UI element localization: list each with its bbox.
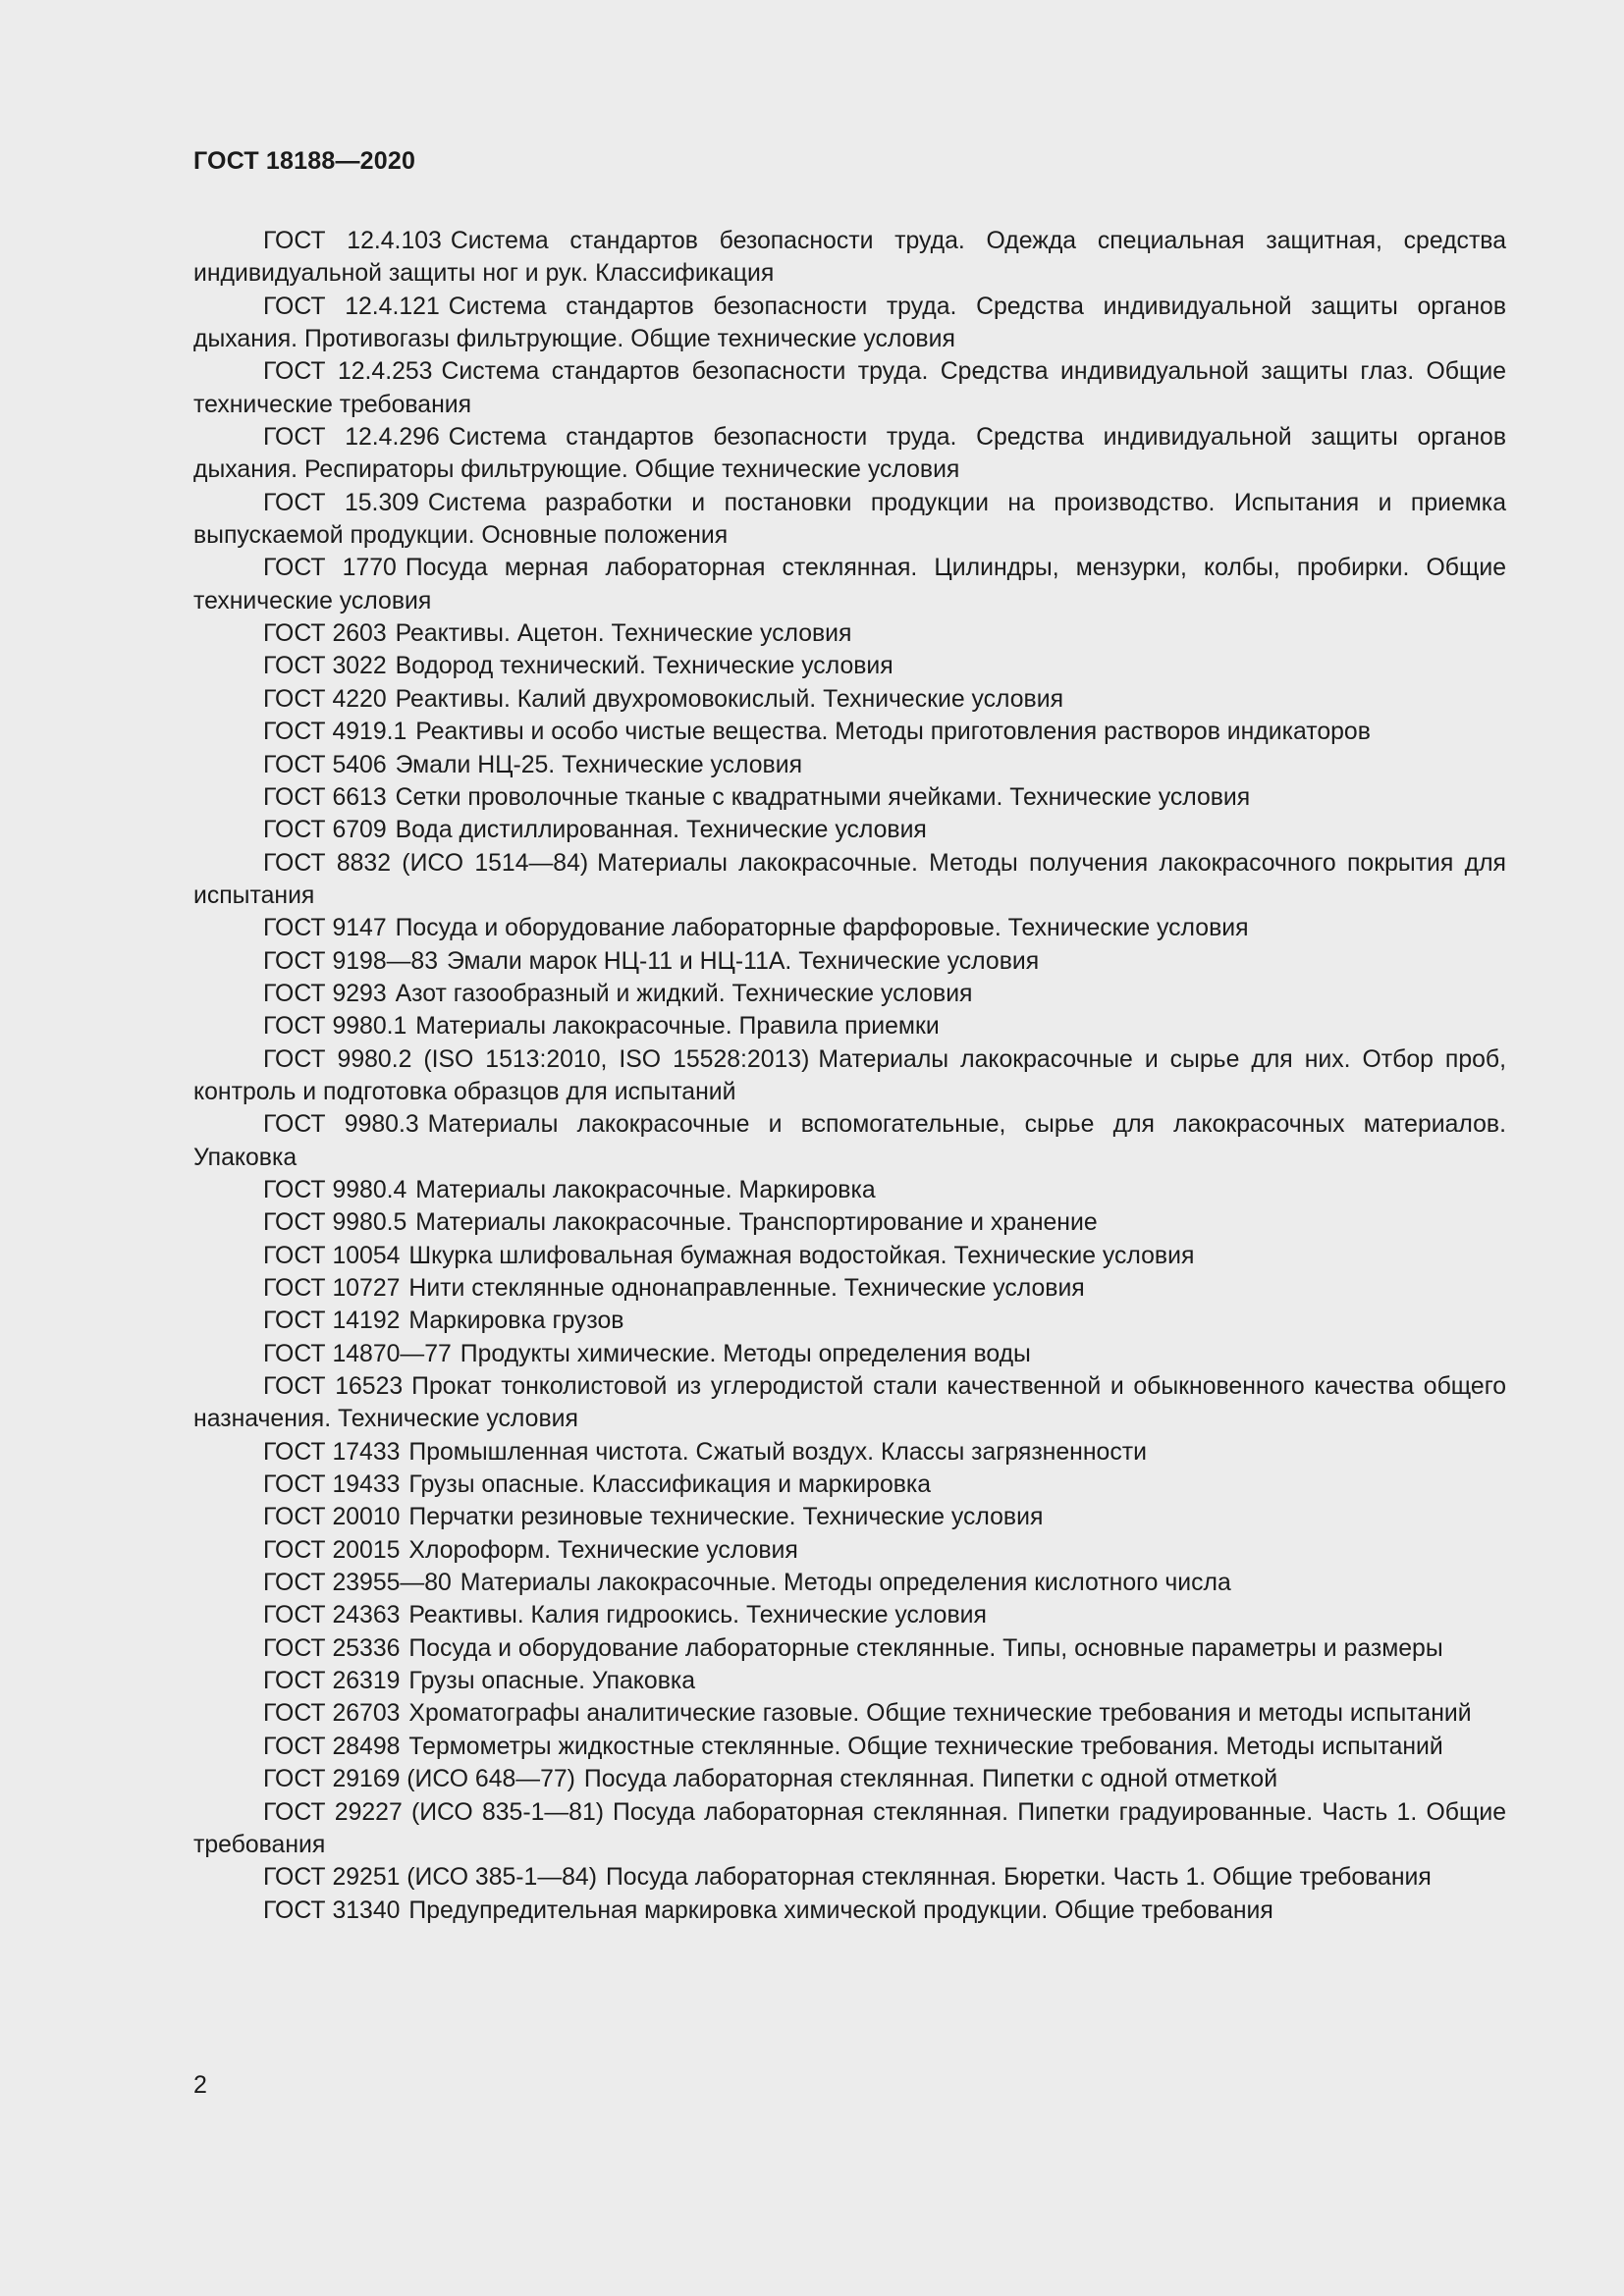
- reference-code: ГОСТ 25336: [263, 1634, 401, 1662]
- reference-title: Водород технический. Технические условия: [395, 653, 893, 680]
- reference-code: ГОСТ 15.309: [263, 489, 419, 516]
- reference-code: ГОСТ 9980.4: [263, 1176, 407, 1203]
- reference-title: Грузы опасные. Упаковка: [408, 1668, 696, 1695]
- reference-title: Перчатки резиновые технические. Технические условия: [408, 1504, 1044, 1531]
- reference-item: [193, 291, 1506, 356]
- reference-code: ГОСТ 9198—83: [263, 947, 438, 975]
- reference-item: [193, 1895, 1506, 1927]
- reference-code: ГОСТ 14870—77: [263, 1340, 452, 1367]
- reference-item: [193, 355, 1506, 421]
- reference-title: Шкурка шлифовальная бумажная водостойкая. Технические условия: [408, 1242, 1195, 1269]
- reference-title: Вода дистиллированная. Технические условия: [395, 817, 927, 844]
- reference-title: Посуда лабораторная стеклянная. Пипетки градуированные. Часть 1. Общие требования: [193, 1798, 1507, 1858]
- reference-item: [193, 1240, 1506, 1272]
- reference-title: Посуда лабораторная стеклянная. Бюретки. Часть 1. Общие требования: [605, 1864, 1432, 1892]
- reference-item: [193, 1436, 1506, 1468]
- reference-item: [193, 1632, 1506, 1665]
- reference-item: [193, 225, 1506, 291]
- reference-code: ГОСТ 9980.5: [263, 1209, 407, 1237]
- reference-code: ГОСТ 3022: [263, 653, 387, 680]
- reference-title: Материалы лакокрасочные. Транспортирование и хранение: [415, 1209, 1098, 1237]
- reference-title: Продукты химические. Методы определения воды: [460, 1340, 1031, 1367]
- reference-item: [193, 1108, 1506, 1174]
- reference-title: Хроматографы аналитические газовые. Общие технические требования и методы испытаний: [408, 1700, 1472, 1728]
- reference-item: [193, 1501, 1506, 1533]
- reference-code: ГОСТ 9293: [263, 980, 387, 1007]
- reference-code: ГОСТ 8832 (ИСО 1514—84): [263, 849, 589, 877]
- reference-code: ГОСТ 29227 (ИСО 835-1—81): [263, 1798, 605, 1826]
- reference-title: Промышленная чистота. Сжатый воздух. Классы загрязненности: [408, 1438, 1147, 1466]
- reference-item: [193, 1763, 1506, 1795]
- reference-code: ГОСТ 1770: [263, 555, 397, 582]
- reference-title: Система разработки и постановки продукции на производство. Испытания и приемка выпускаемой продукции. Основные положения: [193, 489, 1506, 550]
- reference-title: Прокат тонколистовой из углеродистой стали качественной и обыкновенного качества общего назначения. Технические условия: [193, 1373, 1506, 1433]
- reference-code: ГОСТ 26703: [263, 1700, 401, 1728]
- reference-item: [193, 1534, 1506, 1567]
- reference-item: [193, 1206, 1506, 1239]
- reference-item: [193, 1665, 1506, 1697]
- reference-item: [193, 421, 1506, 487]
- reference-title: Термометры жидкостные стеклянные. Общие технические требования. Методы испытаний: [408, 1733, 1443, 1760]
- reference-code: ГОСТ 20015: [263, 1536, 401, 1564]
- reference-code: ГОСТ 29169 (ИСО 648—77): [263, 1766, 575, 1793]
- reference-item: [193, 487, 1506, 553]
- reference-code: ГОСТ 16523: [263, 1373, 404, 1401]
- reference-item: [193, 1043, 1506, 1109]
- reference-code: ГОСТ 31340: [263, 1896, 401, 1924]
- reference-title: Нити стеклянные однонаправленные. Технические условия: [408, 1275, 1085, 1302]
- reference-item: [193, 781, 1506, 814]
- reference-title: Система стандартов безопасности труда. Средства индивидуальной защиты органов дыхания. Противогазы фильтрующие. Общие технические условия: [193, 293, 1506, 353]
- reference-title: Реактивы. Ацетон. Технические условия: [395, 620, 852, 648]
- reference-item: [193, 1468, 1506, 1501]
- reference-code: ГОСТ 23955—80: [263, 1570, 452, 1597]
- reference-title: Сетки проволочные тканые с квадратными ячейками. Технические условия: [395, 783, 1251, 811]
- reference-title: Хлороформ. Технические условия: [408, 1536, 798, 1564]
- reference-item: [193, 683, 1506, 716]
- reference-title: Азот газообразный и жидкий. Технические условия: [395, 980, 973, 1007]
- document-header: ГОСТ 18188—2020: [193, 147, 416, 175]
- reference-code: ГОСТ 6709: [263, 817, 387, 844]
- reference-item: [193, 552, 1506, 617]
- reference-title: Реактивы и особо чистые вещества. Методы приготовления растворов индикаторов: [415, 719, 1371, 746]
- reference-title: Маркировка грузов: [408, 1308, 624, 1335]
- reference-code: ГОСТ 17433: [263, 1438, 401, 1466]
- reference-code: ГОСТ 28498: [263, 1733, 401, 1760]
- reference-code: ГОСТ 5406: [263, 751, 387, 778]
- reference-item: [193, 814, 1506, 846]
- reference-title: Предупредительная маркировка химической продукции. Общие требования: [408, 1896, 1273, 1924]
- reference-code: ГОСТ 12.4.121: [263, 293, 440, 320]
- reference-title: Эмали марок НЦ-11 и НЦ-11А. Технические условия: [447, 947, 1040, 975]
- reference-item: [193, 1567, 1506, 1599]
- reference-code: ГОСТ 19433: [263, 1471, 401, 1499]
- reference-item: [193, 1174, 1506, 1206]
- reference-code: ГОСТ 10727: [263, 1275, 401, 1302]
- reference-code: ГОСТ 26319: [263, 1668, 401, 1695]
- reference-code: ГОСТ 12.4.253: [263, 358, 433, 386]
- reference-title: Реактивы. Калия гидроокись. Технические условия: [408, 1602, 987, 1629]
- reference-item: [193, 1338, 1506, 1370]
- reference-code: ГОСТ 12.4.296: [263, 424, 440, 452]
- reference-code: ГОСТ 12.4.103: [263, 228, 442, 254]
- reference-title: Грузы опасные. Классификация и маркировка: [408, 1471, 932, 1499]
- reference-code: ГОСТ 29251 (ИСО 385-1—84): [263, 1864, 597, 1892]
- reference-code: ГОСТ 24363: [263, 1602, 401, 1629]
- reference-title: Эмали НЦ-25. Технические условия: [395, 751, 803, 778]
- reference-title: Реактивы. Калий двухромовокислый. Технические условия: [395, 685, 1064, 713]
- reference-item: [193, 1599, 1506, 1631]
- reference-item: [193, 1305, 1506, 1337]
- reference-code: ГОСТ 9980.3: [263, 1111, 419, 1139]
- reference-title: Система стандартов безопасности труда. Одежда специальная защитная, средства индивидуальной защиты ног и рук. Классификация: [193, 228, 1506, 288]
- reference-item: [193, 1370, 1506, 1436]
- reference-title: Материалы лакокрасочные. Правила приемки: [415, 1013, 940, 1041]
- reference-code: ГОСТ 4919.1: [263, 719, 407, 746]
- reference-code: ГОСТ 2603: [263, 620, 387, 648]
- reference-item: [193, 945, 1506, 978]
- reference-code: ГОСТ 6613: [263, 783, 387, 811]
- reference-title: Материалы лакокрасочные. Методы определения кислотного числа: [460, 1570, 1231, 1597]
- reference-item: [193, 1796, 1506, 1862]
- reference-item: [193, 1272, 1506, 1305]
- reference-item: [193, 1861, 1506, 1894]
- reference-code: ГОСТ 4220: [263, 685, 387, 713]
- reference-title: Материалы лакокрасочные и сырье для них. Отбор проб, контроль и подготовка образцов для испытаний: [193, 1045, 1507, 1105]
- reference-item: [193, 716, 1506, 748]
- reference-title: Материалы лакокрасочные. Методы получения лакокрасочного покрытия для испытания: [193, 849, 1506, 909]
- reference-title: Система стандартов безопасности труда. Средства индивидуальной защиты глаз. Общие технические требования: [193, 358, 1507, 418]
- reference-item: [193, 978, 1506, 1010]
- reference-title: Материалы лакокрасочные. Маркировка: [415, 1176, 876, 1203]
- reference-title: Система стандартов безопасности труда. Средства индивидуальной защиты органов дыхания. Респираторы фильтрующие. Общие технические условия: [193, 424, 1506, 484]
- reference-title: Посуда лабораторная стеклянная. Пипетки с одной отметкой: [583, 1766, 1278, 1793]
- reference-item: [193, 1697, 1506, 1730]
- reference-item: [193, 617, 1506, 650]
- reference-title: Материалы лакокрасочные и вспомогательные, сырье для лакокрасочных материалов. Упаковка: [193, 1111, 1506, 1171]
- reference-item: [193, 1731, 1506, 1763]
- reference-title: Посуда и оборудование лабораторные фарфоровые. Технические условия: [395, 915, 1249, 942]
- reference-code: ГОСТ 20010: [263, 1504, 401, 1531]
- reference-item: [193, 650, 1506, 682]
- reference-code: ГОСТ 10054: [263, 1242, 401, 1269]
- reference-code: ГОСТ 14192: [263, 1308, 401, 1335]
- reference-item: [193, 1010, 1506, 1042]
- reference-code: ГОСТ 9980.1: [263, 1013, 407, 1041]
- reference-title: Посуда и оборудование лабораторные стеклянные. Типы, основные параметры и размеры: [408, 1634, 1443, 1662]
- page-number: 2: [193, 2071, 207, 2099]
- reference-code: ГОСТ 9980.2 (ISO 1513:2010, ISO 15528:2013): [263, 1045, 810, 1073]
- reference-list: [193, 225, 1506, 1927]
- reference-item: [193, 847, 1506, 913]
- reference-item: [193, 912, 1506, 944]
- reference-title: Посуда мерная лабораторная стеклянная. Цилиндры, мензурки, колбы, пробирки. Общие технические условия: [193, 555, 1506, 614]
- reference-code: ГОСТ 9147: [263, 915, 387, 942]
- reference-item: [193, 749, 1506, 781]
